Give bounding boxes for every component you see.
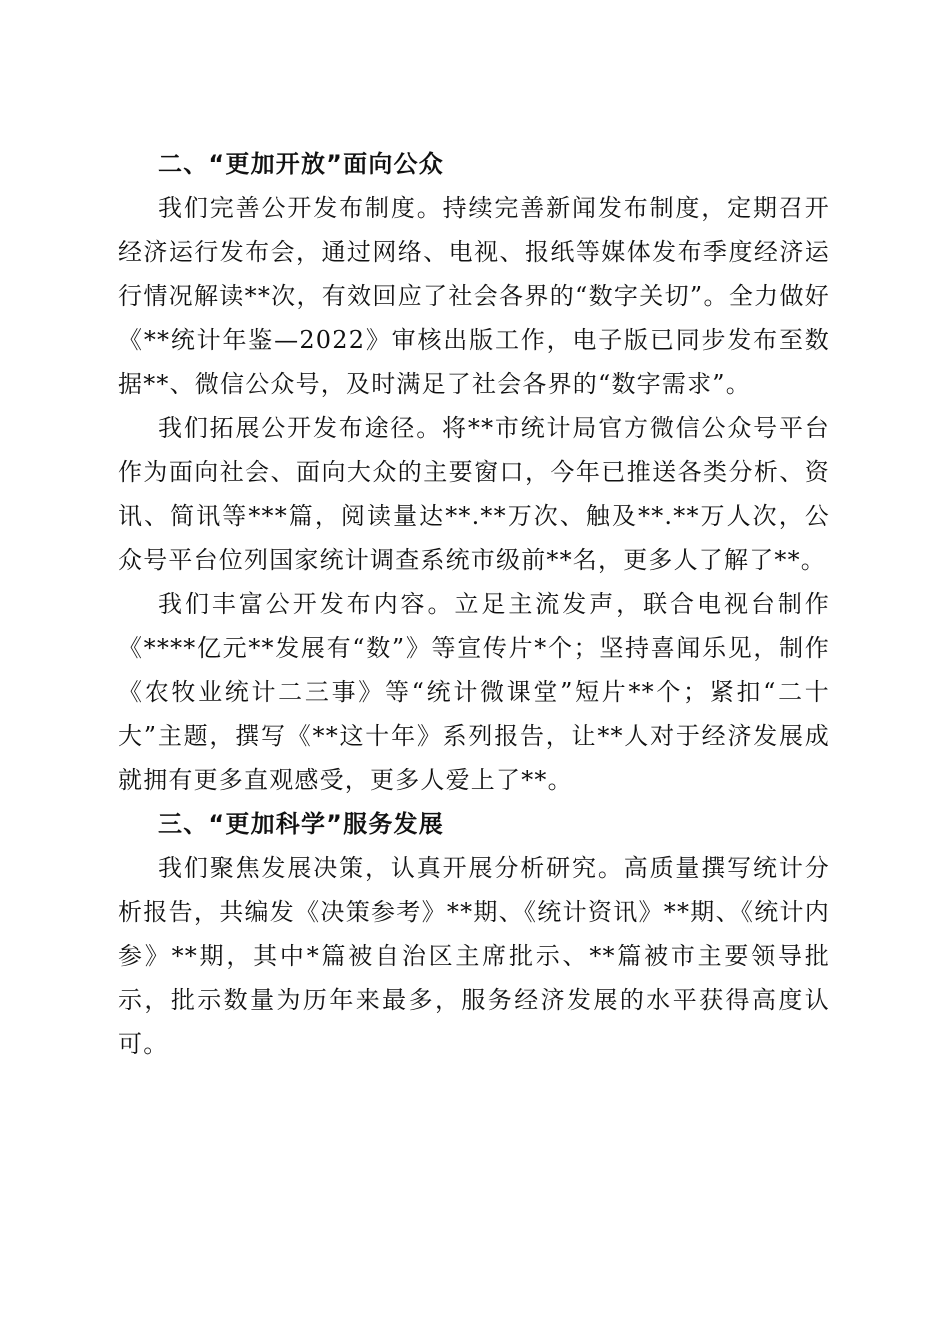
paragraph-publishing-content: 我们丰富公开发布内容。立足主流发声，联合电视台制作《****亿元**发展有“数”》等宣传片*个；坚持喜闻乐见，制作《农牧业统计二三事》等“统计微课堂”短片**个；紧扣“二十大”主题，撰写《**这十年》系列报告，让**人对于经济发展成就拥有更多直观感受，更多人爱上了**。 — [118, 590, 830, 794]
section-heading-3: 三、“更加科学”服务发展 — [158, 810, 444, 838]
paragraph-publishing-system: 我们完善公开发布制度。持续完善新闻发布制度，定期召开经济运行发布会，通过网络、电视、报纸等媒体发布季度经济运行情况解读**次，有效回应了社会各界的“数字关切”。全力做好《**统计年鉴—2022》审核出版工作，电子版已同步发布至数据**、微信公众号，及时满足了社会各界的“数字需求”。 — [118, 194, 830, 398]
paragraph-publishing-channels: 我们拓展公开发布途径。将**市统计局官方微信公众号平台作为面向社会、面向大众的主要窗口，今年已推送各类分析、资讯、简讯等***篇，阅读量达**.**万次、触及**.**万人次，公众号平台位列国家统计调查系统市级前**名，更多人了解了**。 — [118, 414, 830, 574]
paragraph-decision-research: 我们聚焦发展决策，认真开展分析研究。高质量撰写统计分析报告，共编发《决策参考》**期、《统计资讯》**期、《统计内参》**期，其中*篇被自治区主席批示、**篇被市主要领导批示，批示数量为历年来最多，服务经济发展的水平获得高度认可。 — [118, 854, 830, 1058]
document-body — [118, 142, 830, 1066]
section-heading-2: 二、“更加开放”面向公众 — [158, 150, 444, 178]
